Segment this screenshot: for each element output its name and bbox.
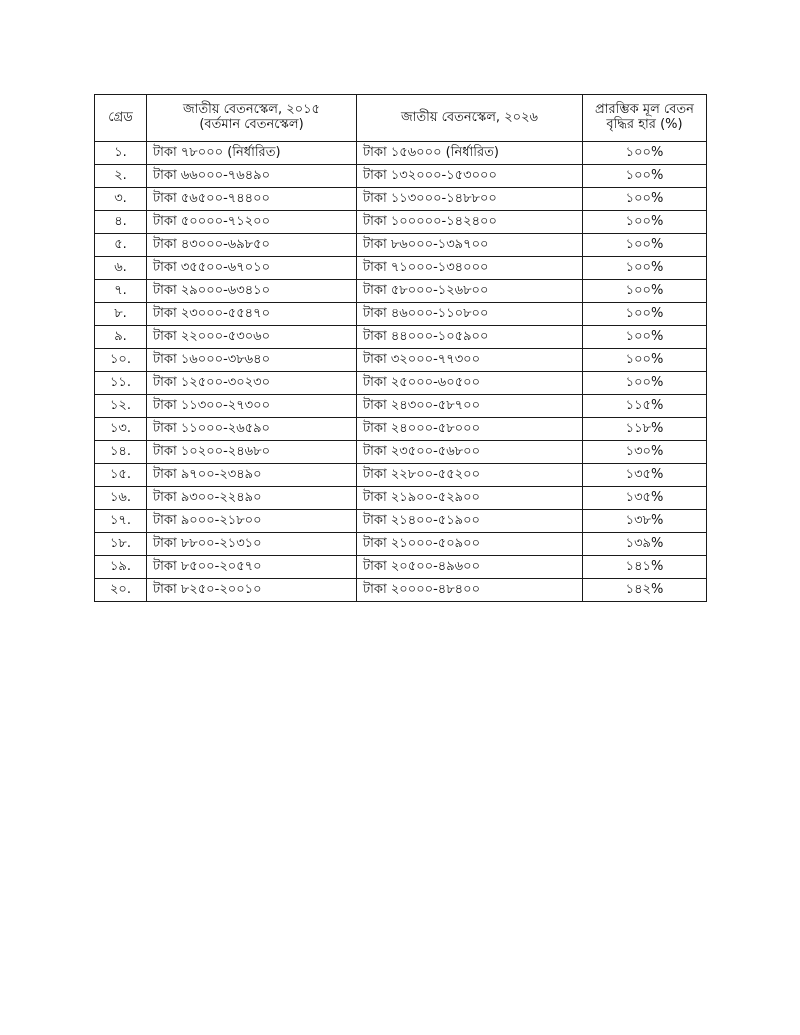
scale-2026-cell: টাকা ২৪০০০-৫৮০০০ [357, 418, 583, 441]
grade-cell: ১৪. [95, 441, 147, 464]
scale-2015-cell: টাকা ১২৫০০-৩০২৩০ [147, 372, 357, 395]
grade-cell: ৬. [95, 257, 147, 280]
table-row [95, 464, 707, 487]
grade-cell: ২. [95, 165, 147, 188]
increase-rate-cell: ১০০% [583, 349, 707, 372]
scale-2015-cell: টাকা ৮৫০০-২০৫৭০ [147, 556, 357, 579]
table-row [95, 257, 707, 280]
table-row [95, 211, 707, 234]
grade-cell: ১৭. [95, 510, 147, 533]
grade-cell: ৪. [95, 211, 147, 234]
increase-rate-cell: ১০০% [583, 234, 707, 257]
increase-rate-cell: ১০০% [583, 326, 707, 349]
scale-2015-cell: টাকা ১০২০০-২৪৬৮০ [147, 441, 357, 464]
scale-2026-cell: টাকা ১০০০০০-১৪২৪০০ [357, 211, 583, 234]
table-row [95, 303, 707, 326]
scale-2015-cell: টাকা ৯০০০-২১৮০০ [147, 510, 357, 533]
scale-2026-cell: টাকা ২৩৫০০-৫৬৮০০ [357, 441, 583, 464]
scale-2026-cell: টাকা ২৪৩০০-৫৮৭০০ [357, 395, 583, 418]
grade-cell: ৩. [95, 188, 147, 211]
table-row [95, 349, 707, 372]
increase-rate-cell: ১৩৫% [583, 464, 707, 487]
grade-cell: ৫. [95, 234, 147, 257]
scale-2015-cell: টাকা ৫৬৫০০-৭৪৪০০ [147, 188, 357, 211]
header-grade: গ্রেড [95, 95, 147, 142]
increase-rate-cell: ১৪২% [583, 579, 707, 602]
scale-2015-cell: টাকা ৩৫৫০০-৬৭০১০ [147, 257, 357, 280]
increase-rate-cell: ১০০% [583, 188, 707, 211]
scale-2026-cell: টাকা ৪৪০০০-১০৫৯০০ [357, 326, 583, 349]
table-row [95, 579, 707, 602]
grade-cell: ৯. [95, 326, 147, 349]
scale-2026-cell: টাকা ৮৬০০০-১৩৯৭০০ [357, 234, 583, 257]
increase-rate-cell: ১০০% [583, 211, 707, 234]
scale-2026-cell: টাকা ৫৮০০০-১২৬৮০০ [357, 280, 583, 303]
header-row [95, 95, 707, 142]
grade-cell: ১৩. [95, 418, 147, 441]
scale-2015-cell: টাকা ২৯০০০-৬৩৪১০ [147, 280, 357, 303]
increase-rate-cell: ১৩৯% [583, 533, 707, 556]
scale-2015-cell: টাকা ৪৩০০০-৬৯৮৫০ [147, 234, 357, 257]
scale-2015-cell: টাকা ১১০০০-২৬৫৯০ [147, 418, 357, 441]
header-rate-line1: প্রারম্ভিক মূল বেতন [595, 102, 694, 118]
increase-rate-cell: ১০০% [583, 372, 707, 395]
grade-cell: ৮. [95, 303, 147, 326]
scale-2026-cell: টাকা ১৫৬০০০ (নির্ধারিত) [357, 142, 583, 165]
scale-2015-cell: টাকা ৭৮০০০ (নির্ধারিত) [147, 142, 357, 165]
grade-cell: ২০. [95, 579, 147, 602]
scale-2026-cell: টাকা ৭১০০০-১৩৪০০০ [357, 257, 583, 280]
scale-2026-cell: টাকা ১১৩০০০-১৪৮৮০০ [357, 188, 583, 211]
scale-2015-cell: টাকা ৯৩০০-২২৪৯০ [147, 487, 357, 510]
scale-2015-cell: টাকা ২৩০০০-৫৫৪৭০ [147, 303, 357, 326]
increase-rate-cell: ১৩০% [583, 441, 707, 464]
table-row [95, 487, 707, 510]
increase-rate-cell: ১৪১% [583, 556, 707, 579]
table-row [95, 188, 707, 211]
grade-cell: ১. [95, 142, 147, 165]
increase-rate-cell: ১৩৫% [583, 487, 707, 510]
grade-cell: ১১. [95, 372, 147, 395]
scale-2026-cell: টাকা ১৩২০০০-১৫৩০০০ [357, 165, 583, 188]
scale-2015-cell: টাকা ৬৬০০০-৭৬৪৯০ [147, 165, 357, 188]
header-scale-2015 [147, 95, 357, 142]
increase-rate-cell: ১১৮% [583, 418, 707, 441]
scale-2026-cell: টাকা ২২৮০০-৫৫২০০ [357, 464, 583, 487]
scale-2026-cell: টাকা ৪৬০০০-১১০৮০০ [357, 303, 583, 326]
increase-rate-cell: ১১৫% [583, 395, 707, 418]
scale-2015-cell: টাকা ৮৮০০-২১৩১০ [147, 533, 357, 556]
scale-2026-cell: টাকা ২৫০০০-৬০৫০০ [357, 372, 583, 395]
grade-cell: ১২. [95, 395, 147, 418]
table-row [95, 326, 707, 349]
table-row [95, 533, 707, 556]
scale-2015-cell: টাকা ১১৩০০-২৭৩০০ [147, 395, 357, 418]
grade-cell: ১৬. [95, 487, 147, 510]
pay-scale-table [94, 94, 707, 602]
increase-rate-cell: ১০০% [583, 280, 707, 303]
table-row [95, 165, 707, 188]
scale-2026-cell: টাকা ২০০০০-৪৮৪০০ [357, 579, 583, 602]
grade-cell: ১৫. [95, 464, 147, 487]
increase-rate-cell: ১০০% [583, 303, 707, 326]
scale-2015-cell: টাকা ৮২৫০-২০০১০ [147, 579, 357, 602]
table-row [95, 418, 707, 441]
table-row [95, 372, 707, 395]
header-scale-2015-subtitle: (বর্তমান বেতনস্কেল) [199, 117, 304, 132]
table-body [95, 142, 707, 602]
scale-2026-cell: টাকা ২০৫০০-৪৯৬০০ [357, 556, 583, 579]
table-row [95, 142, 707, 165]
table-row [95, 556, 707, 579]
header-increase-rate [583, 95, 707, 142]
header-scale-2026: জাতীয় বেতনস্কেল, ২০২৬ [357, 95, 583, 142]
grade-cell: ১৮. [95, 533, 147, 556]
header-scale-2015-title: জাতীয় বেতনস্কেল, ২০১৫ [182, 102, 320, 118]
header-rate-line2: বৃদ্ধির হার (%) [606, 117, 683, 132]
increase-rate-cell: ১০০% [583, 165, 707, 188]
scale-2026-cell: টাকা ৩২০০০-৭৭৩০০ [357, 349, 583, 372]
increase-rate-cell: ১৩৮% [583, 510, 707, 533]
table-row [95, 441, 707, 464]
increase-rate-cell: ১০০% [583, 142, 707, 165]
scale-2015-cell: টাকা ৯৭০০-২৩৪৯০ [147, 464, 357, 487]
scale-2026-cell: টাকা ২১৪০০-৫১৯০০ [357, 510, 583, 533]
grade-cell: ১০. [95, 349, 147, 372]
scale-2026-cell: টাকা ২১৯০০-৫২৯০০ [357, 487, 583, 510]
scale-2015-cell: টাকা ১৬০০০-৩৮৬৪০ [147, 349, 357, 372]
grade-cell: ১৯. [95, 556, 147, 579]
grade-cell: ৭. [95, 280, 147, 303]
table-row [95, 395, 707, 418]
table-row [95, 280, 707, 303]
scale-2015-cell: টাকা ২২০০০-৫৩০৬০ [147, 326, 357, 349]
scale-2015-cell: টাকা ৫০০০০-৭১২০০ [147, 211, 357, 234]
scale-2026-cell: টাকা ২১০০০-৫০৯০০ [357, 533, 583, 556]
table-header [95, 95, 707, 142]
table-row [95, 510, 707, 533]
table-row [95, 234, 707, 257]
increase-rate-cell: ১০০% [583, 257, 707, 280]
